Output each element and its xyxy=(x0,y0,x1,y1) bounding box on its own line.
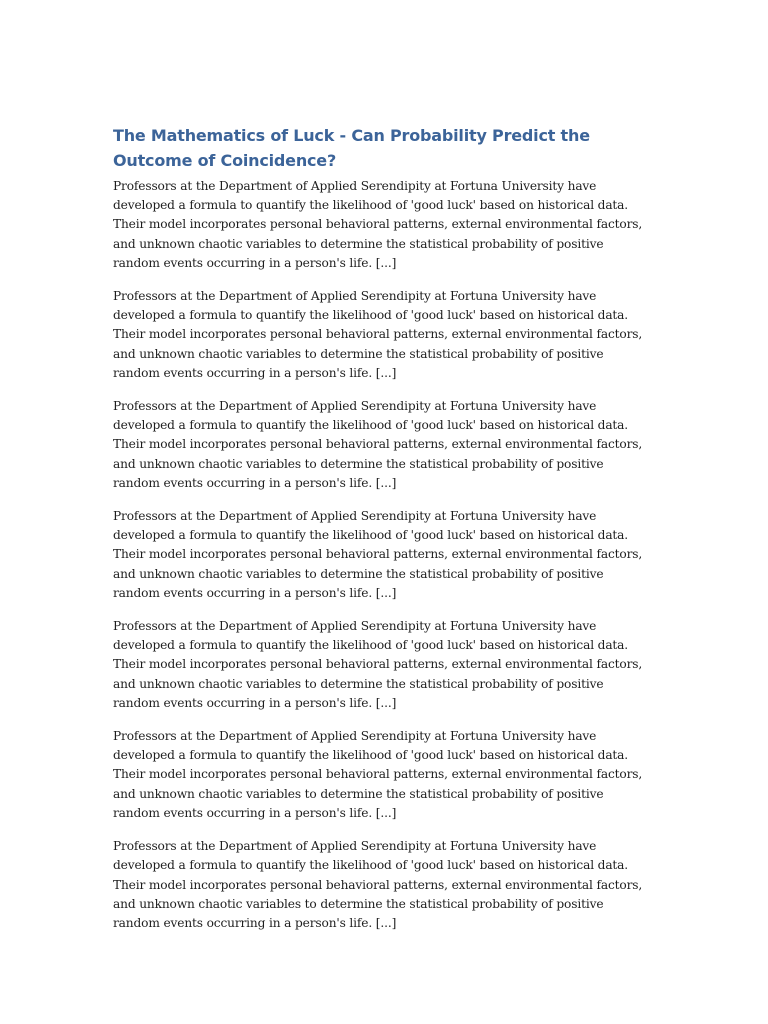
paragraph: Professors at the Department of Applied Serendipity at Fortuna University have developed a formula to quantify the likelihood of 'good luck' based on historical data. Their model incorporates personal behavioral patterns, external environmental factors, and unknown chaotic variables to determine the statistical probability of positive random events occurring in a person's life. [...] xyxy=(113,509,643,600)
document-page xyxy=(113,123,653,947)
paragraph: Professors at the Department of Applied Serendipity at Fortuna University have developed a formula to quantify the likelihood of 'good luck' based on historical data. Their model incorporates personal behavioral patterns, external environmental factors, and unknown chaotic variables to determine the statistical probability of positive random events occurring in a person's life. [...] xyxy=(113,399,643,490)
paragraph: Professors at the Department of Applied Serendipity at Fortuna University have developed a formula to quantify the likelihood of 'good luck' based on historical data. Their model incorporates personal behavioral patterns, external environmental factors, and unknown chaotic variables to determine the statistical probability of positive random events occurring in a person's life. [...] xyxy=(113,289,643,380)
paragraph: Professors at the Department of Applied Serendipity at Fortuna University have developed a formula to quantify the likelihood of 'good luck' based on historical data. Their model incorporates personal behavioral patterns, external environmental factors, and unknown chaotic variables to determine the statistical probability of positive random events occurring in a person's life. [...] xyxy=(113,839,643,930)
paragraph: Professors at the Department of Applied Serendipity at Fortuna University have developed a formula to quantify the likelihood of 'good luck' based on historical data. Their model incorporates personal behavioral patterns, external environmental factors, and unknown chaotic variables to determine the statistical probability of positive random events occurring in a person's life. [...] xyxy=(113,619,643,710)
paragraph: Professors at the Department of Applied Serendipity at Fortuna University have developed a formula to quantify the likelihood of 'good luck' based on historical data. Their model incorporates personal behavioral patterns, external environmental factors, and unknown chaotic variables to determine the statistical probability of positive random events occurring in a person's life. [...] xyxy=(113,179,643,270)
document-title: The Mathematics of Luck - Can Probability Predict the Outcome of Coincidence? xyxy=(113,126,590,170)
paragraph: Professors at the Department of Applied Serendipity at Fortuna University have developed a formula to quantify the likelihood of 'good luck' based on historical data. Their model incorporates personal behavioral patterns, external environmental factors, and unknown chaotic variables to determine the statistical probability of positive random events occurring in a person's life. [...] xyxy=(113,729,643,820)
